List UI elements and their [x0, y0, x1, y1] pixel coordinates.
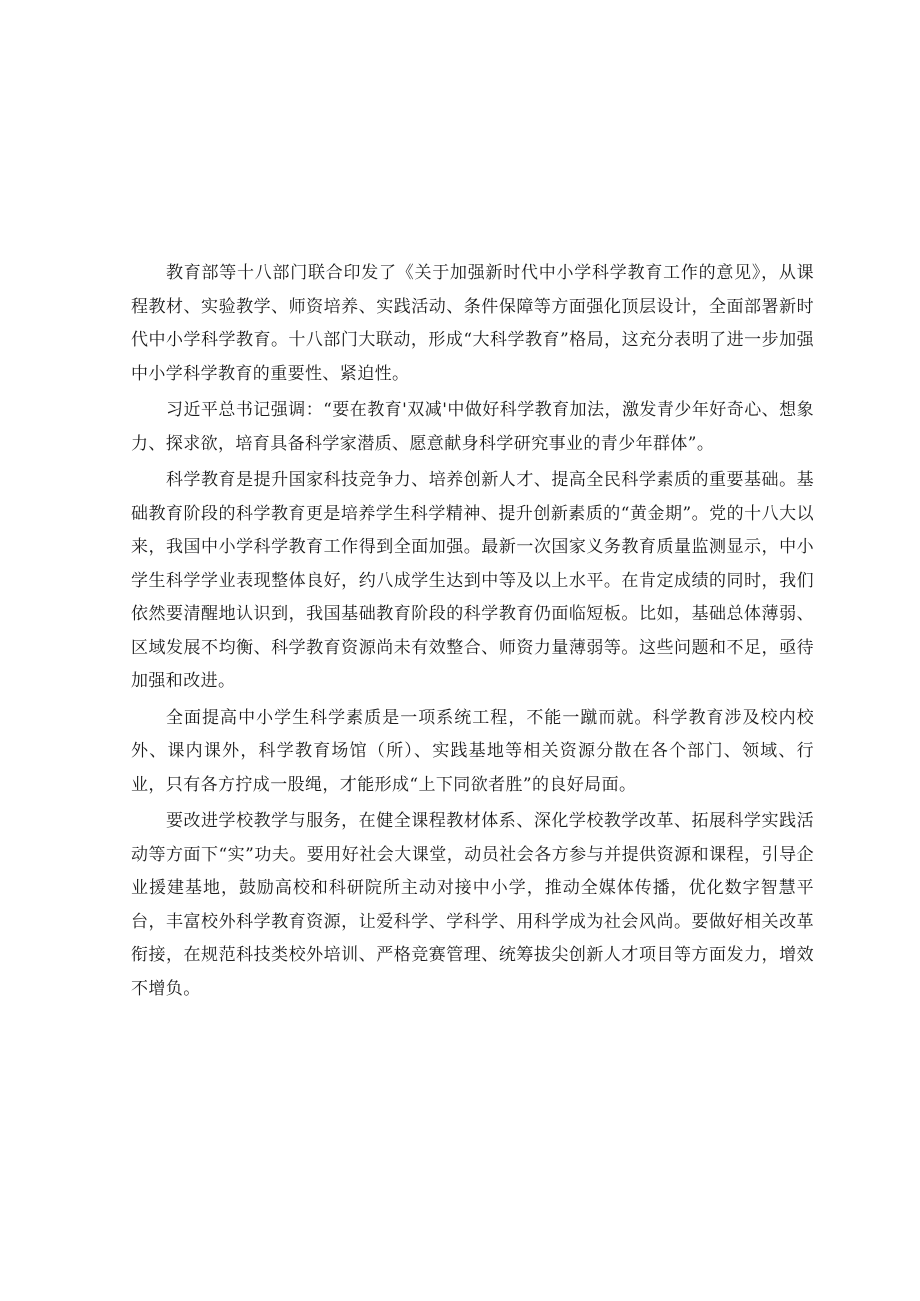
paragraph-1: 教育部等十八部门联合印发了《关于加强新时代中小学科学教育工作的意见》，从课程教材、实验教学、师资培养、实践活动、条件保障等方面强化顶层设计，全面部署新时代中小学科学教育。十八部门大联动，形成“大科学教育”格局，这充分表明了进一步加强中小学科学教育的重要性、紧迫性。: [131, 263, 814, 384]
paragraph-3: 科学教育是提升国家科技竞争力、培养创新人才、提高全民科学素质的重要基础。基础教育阶段的科学教育更是培养学生科学精神、提升创新素质的“黄金期”。党的十八大以来，我国中小学科学教育工作得到全面加强。最新一次国家义务教育质量监测显示，中小学生科学学业表现整体良好，约八成学生达到中等及以上水平。在肯定成绩的同时，我们依然要清醒地认识到，我国基础教育阶段的科学教育仍面临短板。比如，基础总体薄弱、区域发展不均衡、科学教育资源尚未有效整合、师资力量薄弱等。这些问题和不足，亟待加强和改进。: [131, 470, 814, 691]
paragraph-4: 全面提高中小学生科学素质是一项系统工程，不能一蹴而就。科学教育涉及校内校外、课内课外，科学教育场馆（所）、实践基地等相关资源分散在各个部门、领域、行业，只有各方拧成一股绳，才能形成“上下同欲者胜”的良好局面。: [131, 707, 814, 795]
document-body: [131, 257, 814, 1009]
paragraph-2: 习近平总书记强调：“要在教育'双减'中做好科学教育加法，激发青少年好奇心、想象力、探求欲，培育具备科学家潜质、愿意献身科学研究事业的青少年群体”。: [131, 400, 814, 454]
paragraph-5: 要改进学校教学与服务，在健全课程教材体系、深化学校教学改革、拓展科学实践活动等方面下“实”功夫。要用好社会大课堂，动员社会各方参与并提供资源和课程，引导企业援建基地，鼓励高校和科研院所主动对接中小学，推动全媒体传播，优化数字智慧平台，丰富校外科学教育资源，让爱科学、学科学、用科学成为社会风尚。要做好相关改革衔接，在规范科技类校外培训、严格竞赛管理、统筹拔尖创新人才项目等方面发力，增效不增负。: [131, 811, 814, 999]
